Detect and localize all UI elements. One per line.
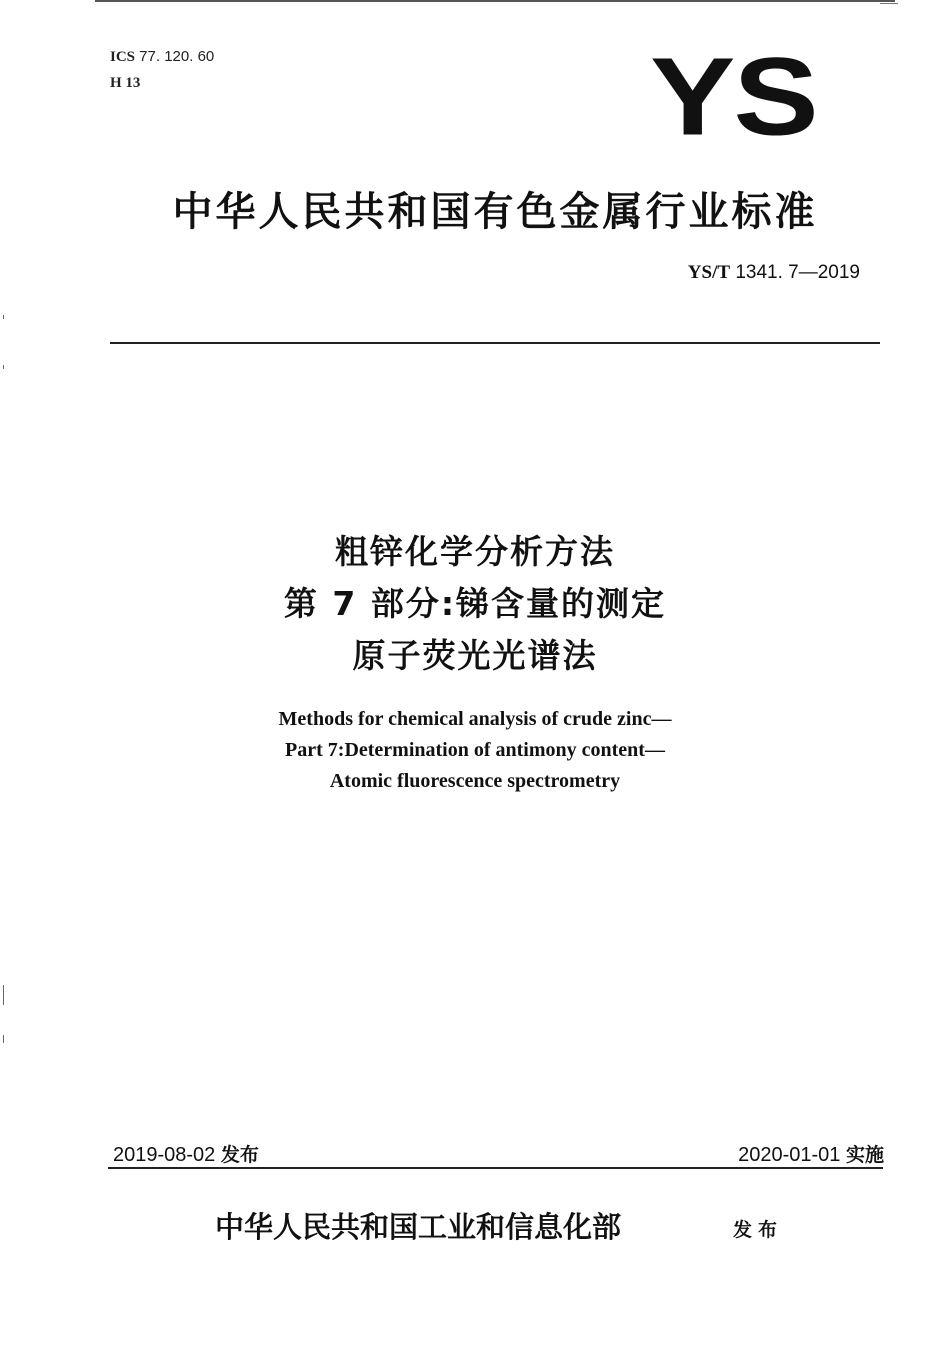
scan-margin-mark — [3, 1035, 4, 1043]
ics-code — [110, 48, 214, 66]
top-dash-mark — [880, 3, 898, 4]
standard-code-prefix: YS/T — [687, 262, 731, 283]
issue-date: 2019-08-02 — [113, 1144, 216, 1166]
header-divider — [110, 342, 880, 344]
issued-label: 发布 — [733, 1219, 784, 1241]
issue-date-block — [113, 1140, 259, 1167]
title-en-line1: Methods for chemical analysis of crude zinc— — [278, 708, 672, 730]
classification-code: H 13 — [110, 75, 141, 91]
implement-label: 实施 — [845, 1144, 884, 1166]
title-cn-line1: 粗锌化学分析方法 — [335, 532, 615, 571]
title-cn-line2: 第 7 部分:锑含量的测定 — [283, 584, 667, 623]
scan-margin-mark — [3, 985, 4, 1005]
implement-date-block — [738, 1140, 884, 1167]
scan-margin-mark — [3, 315, 4, 319]
top-border-line — [95, 0, 895, 2]
scan-margin-mark — [3, 365, 4, 369]
title-en-line3: Atomic fluorescence spectrometry — [329, 770, 621, 792]
title-en-line2: Part 7:Determination of antimony content— — [285, 739, 665, 761]
ys-logo: YS — [650, 35, 817, 159]
implement-date: 2020-01-01 — [738, 1144, 841, 1166]
ics-prefix: ICS — [110, 49, 136, 65]
standard-name: 中华人民共和国有色金属行业标准 — [172, 189, 818, 235]
ics-number: 77. 120. 60 — [135, 48, 215, 65]
standard-code-number: 1341. 7—2019 — [730, 262, 860, 283]
footer-divider — [108, 1167, 883, 1169]
title-cn-line3: 原子荧光光谱法 — [352, 636, 598, 675]
issue-label: 发布 — [220, 1144, 259, 1166]
standard-code — [688, 262, 860, 284]
issuing-authority: 中华人民共和国工业和信息化部 — [215, 1210, 622, 1244]
